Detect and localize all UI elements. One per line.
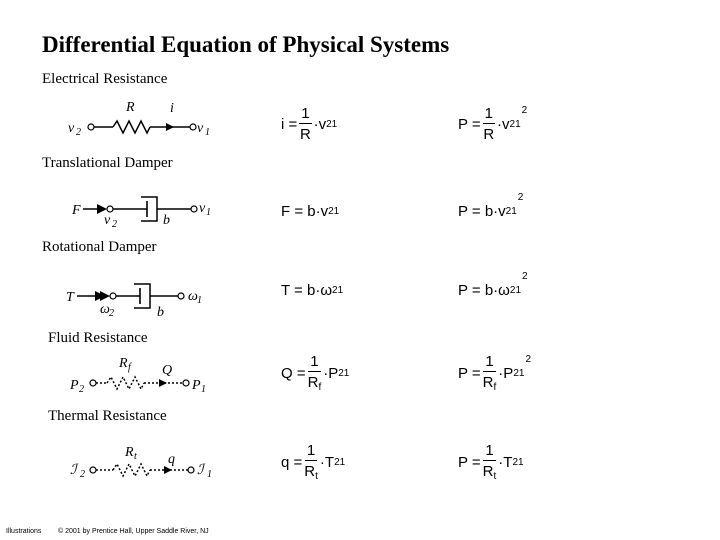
fraction-denominator: R <box>300 126 311 143</box>
fraction-numerator: 1 <box>485 353 494 370</box>
symbol-label-w2: ω <box>100 302 110 317</box>
section-label-translational: Translational Damper <box>42 155 173 171</box>
equation-translational-force <box>281 203 339 220</box>
eq-var: T <box>503 454 513 471</box>
symbol-label-b-rot: b <box>157 305 164 320</box>
symbol-label-rt: R <box>125 445 134 460</box>
fraction-numerator: 1 <box>485 442 494 459</box>
equation-translational-power <box>458 192 524 220</box>
symbol-label-w1: ω <box>188 289 198 304</box>
fraction-numerator: 1 <box>306 442 316 459</box>
fraction <box>299 106 311 142</box>
eq-sub: 21 <box>505 206 517 217</box>
footer-illustrations: Illustrations <box>6 528 42 535</box>
symbol-sub-t1: 1 <box>207 469 212 480</box>
den-sub: f <box>493 382 497 393</box>
symbol-label-q: Q <box>162 363 173 378</box>
symbol-label-v2-damper: v <box>104 213 111 228</box>
eq-sub: 21 <box>512 457 524 468</box>
eq-dot: · <box>497 115 503 133</box>
eq-lhs: P = <box>458 365 481 382</box>
eq-sub: 21 <box>332 285 344 296</box>
fraction-denominator <box>304 461 318 482</box>
fraction <box>483 443 497 482</box>
fraction-denominator <box>483 372 497 393</box>
eq-sup: 2 <box>521 104 528 116</box>
fraction <box>308 354 322 393</box>
translational-damper-symbol <box>71 197 211 230</box>
den-var: R <box>304 463 316 480</box>
eq-lhs: P = <box>458 115 481 133</box>
equation-thermal-flow <box>281 443 345 482</box>
symbol-sub-v2: 2 <box>76 127 81 138</box>
fraction-denominator: R <box>483 126 495 143</box>
symbol-sub-t2: 2 <box>80 469 85 480</box>
den-var: R <box>307 374 319 391</box>
den-sub: t <box>493 471 497 482</box>
symbol-sub-w1: 1 <box>197 295 202 306</box>
symbol-sub-p2: 2 <box>79 384 84 395</box>
eq-sup: 2 <box>525 354 531 365</box>
symbol-label-rf: R <box>119 356 128 371</box>
den-var: R <box>482 463 494 480</box>
symbol-label-t: T <box>66 290 74 305</box>
equation-fluid-flow <box>281 354 349 393</box>
eq-lhs: P = b·v <box>458 203 506 220</box>
eq-dot: · <box>323 365 329 382</box>
fraction-numerator: 1 <box>484 105 494 122</box>
eq-dot: · <box>498 365 504 382</box>
eq-sup: 2 <box>517 192 524 203</box>
eq-lhs: P = b·ω <box>458 282 510 299</box>
eq-var: P <box>503 365 514 382</box>
symbol-label-v1: v <box>197 121 204 136</box>
fraction <box>483 354 497 393</box>
fraction <box>483 106 495 142</box>
electrical-resistor-symbol <box>68 100 210 138</box>
eq-sup: 2 <box>522 271 528 282</box>
fraction <box>304 443 318 482</box>
equation-rotational-power <box>458 271 528 299</box>
equation-fluid-power <box>458 354 531 393</box>
symbol-sub-v2-damper: 2 <box>112 219 117 230</box>
eq-var: v <box>502 115 510 133</box>
den-sub: f <box>318 382 322 393</box>
eq-sub: 21 <box>326 118 338 130</box>
eq-lhs: F = b·v <box>281 203 329 220</box>
symbol-label-p1: P <box>192 378 201 393</box>
eq-sub: 21 <box>338 368 350 379</box>
fraction-numerator: 1 <box>310 353 319 370</box>
eq-dot: · <box>313 115 319 133</box>
symbol-sub-rt: t <box>134 451 137 462</box>
symbol-sub-rf: f <box>128 362 131 373</box>
eq-sub: 21 <box>513 368 525 379</box>
eq-lhs: P = <box>458 454 481 471</box>
fluid-resistance-symbol <box>69 356 206 395</box>
rotational-damper-symbol <box>66 284 202 320</box>
symbol-label-p2: P <box>70 378 79 393</box>
section-label-thermal: Thermal Resistance <box>48 408 167 424</box>
eq-var: T <box>324 454 335 471</box>
symbol-label-r: R <box>126 100 135 115</box>
eq-lhs: i = <box>281 115 298 133</box>
eq-var: v <box>318 115 327 133</box>
section-label-rotational: Rotational Damper <box>42 239 157 255</box>
symbol-label-q-thermal: q <box>168 452 175 467</box>
symbol-sub-p1: 1 <box>201 384 206 395</box>
fraction-numerator: 1 <box>301 105 310 122</box>
symbol-label-i: i <box>170 101 174 116</box>
equation-electrical-power <box>458 106 527 142</box>
section-label-fluid: Fluid Resistance <box>48 330 148 346</box>
eq-lhs: q = <box>281 454 303 471</box>
fraction-denominator <box>483 461 497 482</box>
fraction-denominator <box>308 372 322 393</box>
thermal-resistance-symbol <box>70 445 212 480</box>
eq-lhs: T = b·ω <box>281 282 333 299</box>
symbol-label-f: F <box>72 203 81 218</box>
symbol-label-v1-damper: v <box>199 201 206 216</box>
eq-sub: 21 <box>509 285 522 296</box>
page-title: Differential Equation of Physical Systems <box>42 32 450 57</box>
symbol-sub-v1-damper: 1 <box>206 207 211 218</box>
symbol-label-v2: v <box>68 121 75 136</box>
eq-sub: 21 <box>509 118 521 130</box>
equation-rotational-torque <box>281 282 343 299</box>
symbol-sub-v1: 1 <box>205 127 210 138</box>
symbol-label-t2: ℐ <box>70 463 77 478</box>
eq-var: P <box>328 365 339 382</box>
eq-sub: 21 <box>334 457 346 468</box>
symbol-label-t1: ℐ <box>197 463 204 478</box>
den-sub: t <box>315 471 318 482</box>
eq-dot: · <box>319 454 325 471</box>
symbol-sub-w2: 2 <box>109 308 114 319</box>
footer-copyright: © 2001 by Prentice Hall, Upper Saddle River, NJ <box>58 528 209 535</box>
eq-dot: · <box>498 454 504 471</box>
equation-electrical-current <box>281 106 337 142</box>
symbol-label-b: b <box>163 213 170 228</box>
den-var: R <box>482 374 494 391</box>
eq-lhs: Q = <box>281 365 306 382</box>
equation-thermal-power <box>458 443 524 482</box>
eq-sub: 21 <box>328 206 340 217</box>
section-label-electrical: Electrical Resistance <box>42 71 168 87</box>
